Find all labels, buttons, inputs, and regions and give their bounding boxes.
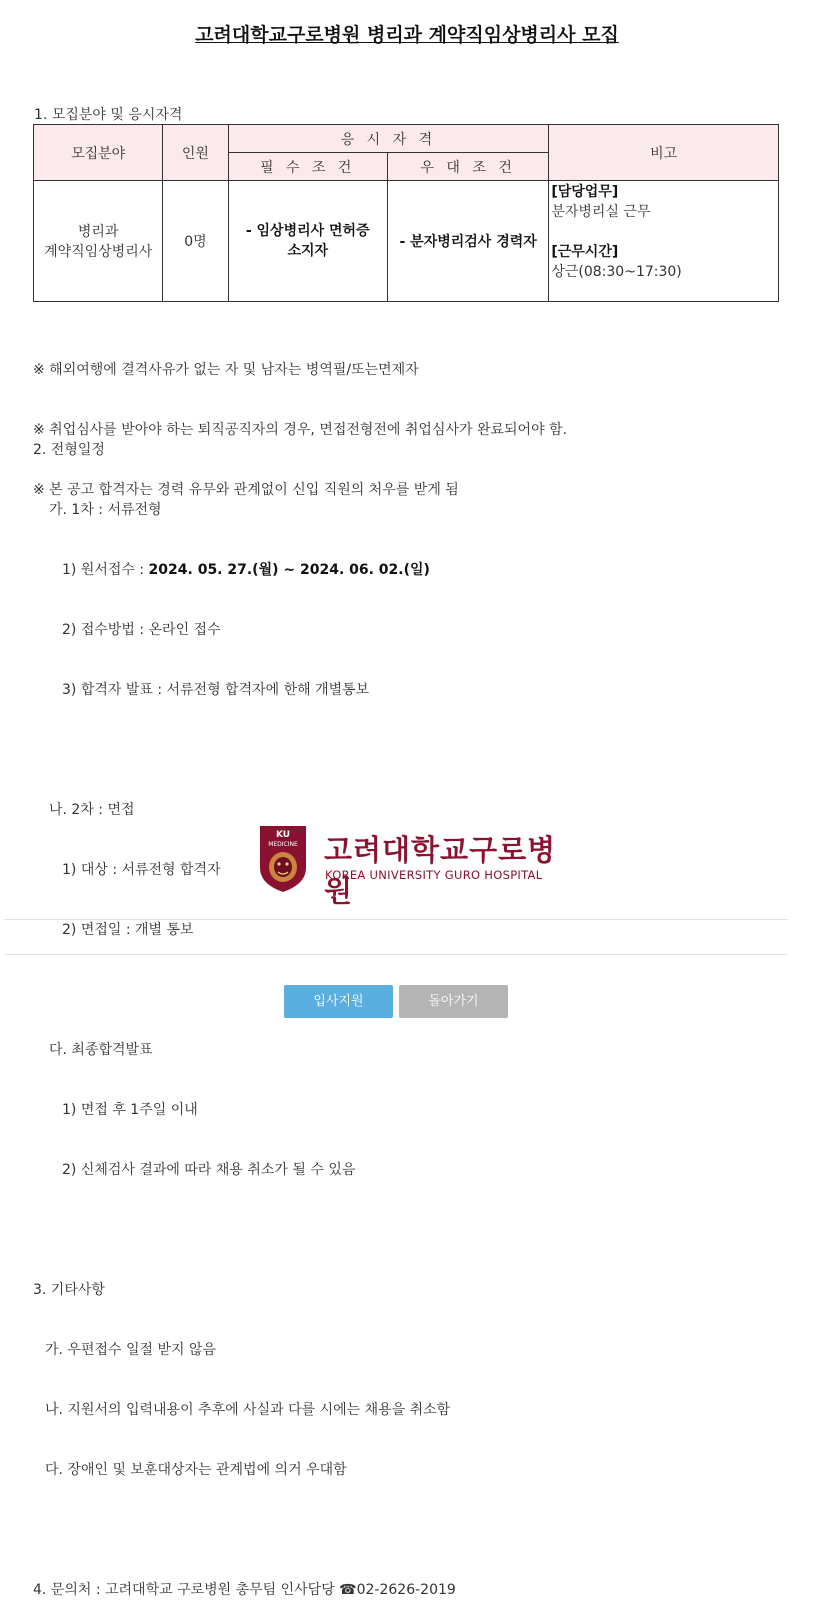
note-duty-label: [담당업무] xyxy=(551,184,619,200)
shield-text-medicine: MEDICINE xyxy=(268,841,298,848)
header-note: 비고 xyxy=(549,125,779,181)
back-button[interactable]: 돌아가기 xyxy=(399,985,508,1018)
etc-item-2: 나. 지원서의 입력내용이 추후에 사실과 다를 시에는 채용을 취소함 xyxy=(45,1402,451,1418)
stage1-item-3: 3) 합격자 발표 : 서류전형 합격자에 한해 개별통보 xyxy=(62,682,370,698)
cell-count: 0명 xyxy=(163,181,228,302)
etc-item-1: 가. 우편접수 일절 받지 않음 xyxy=(45,1342,217,1358)
stage3-item-1: 1) 면접 후 1주일 이내 xyxy=(62,1102,198,1118)
section2-heading: 2. 전형일정 xyxy=(33,442,105,458)
stage2-title: 나. 2차 : 면접 xyxy=(49,802,135,818)
apply-button[interactable]: 입사지원 xyxy=(284,985,393,1018)
stage2-item-2: 2) 면접일 : 개별 통보 xyxy=(62,922,194,938)
application-period: 2024. 05. 27.(월) ~ 2024. 06. 02.(일) xyxy=(148,562,430,578)
divider-top xyxy=(4,919,788,920)
header-count: 인원 xyxy=(163,125,228,181)
contact-info: 4. 문의처 : 고려대학교 구로병원 총무팀 인사담당 ☎02-2626-2019 xyxy=(33,1582,456,1598)
note-duty-value: 분자병리실 근무 xyxy=(551,204,651,220)
header-qualification: 응 시 자 격 xyxy=(228,125,549,153)
shield-text-ku: KU xyxy=(275,830,291,840)
notice-item: ※ 해외여행에 결격사유가 없는 자 및 남자는 병역필/또는면제자 xyxy=(33,362,419,378)
cell-preferred: - 분자병리검사 경력자 xyxy=(387,181,548,302)
qualification-table xyxy=(33,124,779,302)
logo-name-en: KOREA UNIVERSITY GURO HOSPITAL xyxy=(325,868,543,882)
logo-name-ko: 고려대학교구로병원 xyxy=(324,833,557,908)
stage3-title: 다. 최종합격발표 xyxy=(49,1042,153,1058)
section1-heading: 1. 모집분야 및 응시자격 xyxy=(34,107,183,123)
header-field: 모집분야 xyxy=(34,125,163,181)
stage1-item-1-label: 1) 원서접수 : xyxy=(62,562,149,578)
page-title: 고려대학교구로병원 병리과 계약직임상병리사 모집 xyxy=(195,24,619,46)
stage1-item-1 xyxy=(33,560,456,580)
field-line1: 병리과 xyxy=(77,224,119,240)
header-preferred: 우 대 조 건 xyxy=(387,153,548,181)
notice-item: ※ 취업심사를 받아야 하는 퇴직공직자의 경우, 면접전형전에 취업심사가 완료되어야 함. xyxy=(33,422,568,438)
stage1-title: 가. 1차 : 서류전형 xyxy=(49,502,162,518)
hospital-logo xyxy=(258,824,568,908)
cell-field xyxy=(34,181,163,302)
cell-note xyxy=(549,181,779,302)
note-hours-label: [근무시간] xyxy=(551,244,619,260)
stage1-item-2: 2) 접수방법 : 온라인 접수 xyxy=(62,622,221,638)
note-hours-value: 상근(08:30~17:30) xyxy=(551,264,682,280)
divider-bottom xyxy=(4,954,788,955)
stage2-item-1: 1) 대상 : 서류전형 합격자 xyxy=(62,862,221,878)
field-line2: 계약직임상병리사 xyxy=(44,244,153,260)
header-required: 필 수 조 건 xyxy=(228,153,387,181)
notice-item: ※ 본 공고 합격자는 경력 유무와 관계없이 신입 직원의 처우를 받게 됨 xyxy=(33,482,459,498)
section3-heading: 3. 기타사항 xyxy=(33,1282,105,1298)
cell-required: - 임상병리사 면허증 소지자 xyxy=(228,181,387,302)
stage3-item-2: 2) 신체검사 결과에 따라 채용 취소가 될 수 있음 xyxy=(62,1162,356,1178)
ku-medicine-shield-icon xyxy=(258,824,308,894)
etc-item-3: 다. 장애인 및 보훈대상자는 관계법에 의거 우대함 xyxy=(45,1462,347,1478)
